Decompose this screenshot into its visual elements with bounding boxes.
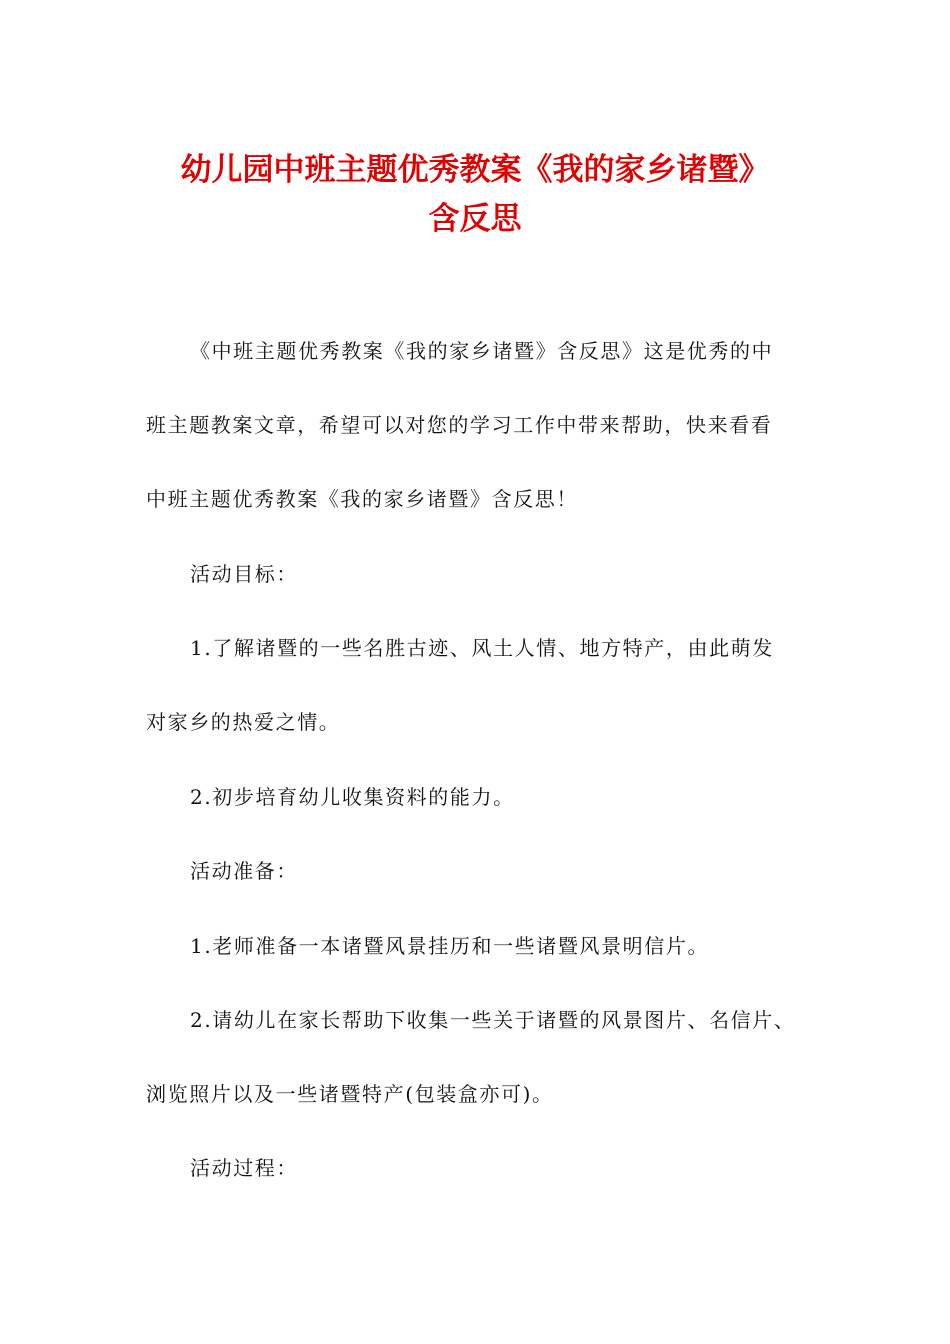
section-heading-goals: 活动目标：	[190, 562, 298, 586]
preparation-2-line-1: 2.请幼儿在家长帮助下收集一些关于诸暨的风景图片、名信片、	[190, 1008, 796, 1032]
section-heading-preparation: 活动准备：	[190, 859, 298, 883]
goal-2: 2.初步培育幼儿收集资料的能力。	[190, 785, 515, 809]
goal-1-line-1: 1.了解诸暨的一些名胜古迹、风土人情、地方特产，由此萌发	[190, 636, 774, 660]
preparation-2-line-2: 浏览照片以及一些诸暨特产(包装盒亦可)。	[146, 1082, 554, 1106]
goal-1-line-2: 对家乡的热爱之情。	[146, 710, 341, 734]
intro-paragraph-line-1: 《中班主题优秀教案《我的家乡诸暨》含反思》这是优秀的中	[190, 339, 774, 363]
document-title-line-2: 含反思	[428, 201, 522, 237]
intro-paragraph-line-2: 班主题教案文章，希望可以对您的学习工作中带来帮助，快来看看	[146, 413, 773, 437]
document-title-line-1: 幼儿园中班主题优秀教案《我的家乡诸暨》	[180, 152, 770, 188]
intro-paragraph-line-3: 中班主题优秀教案《我的家乡诸暨》含反思！	[146, 487, 578, 511]
section-heading-process: 活动过程：	[190, 1156, 298, 1180]
preparation-1: 1.老师准备一本诸暨风景挂历和一些诸暨风景明信片。	[190, 934, 710, 958]
